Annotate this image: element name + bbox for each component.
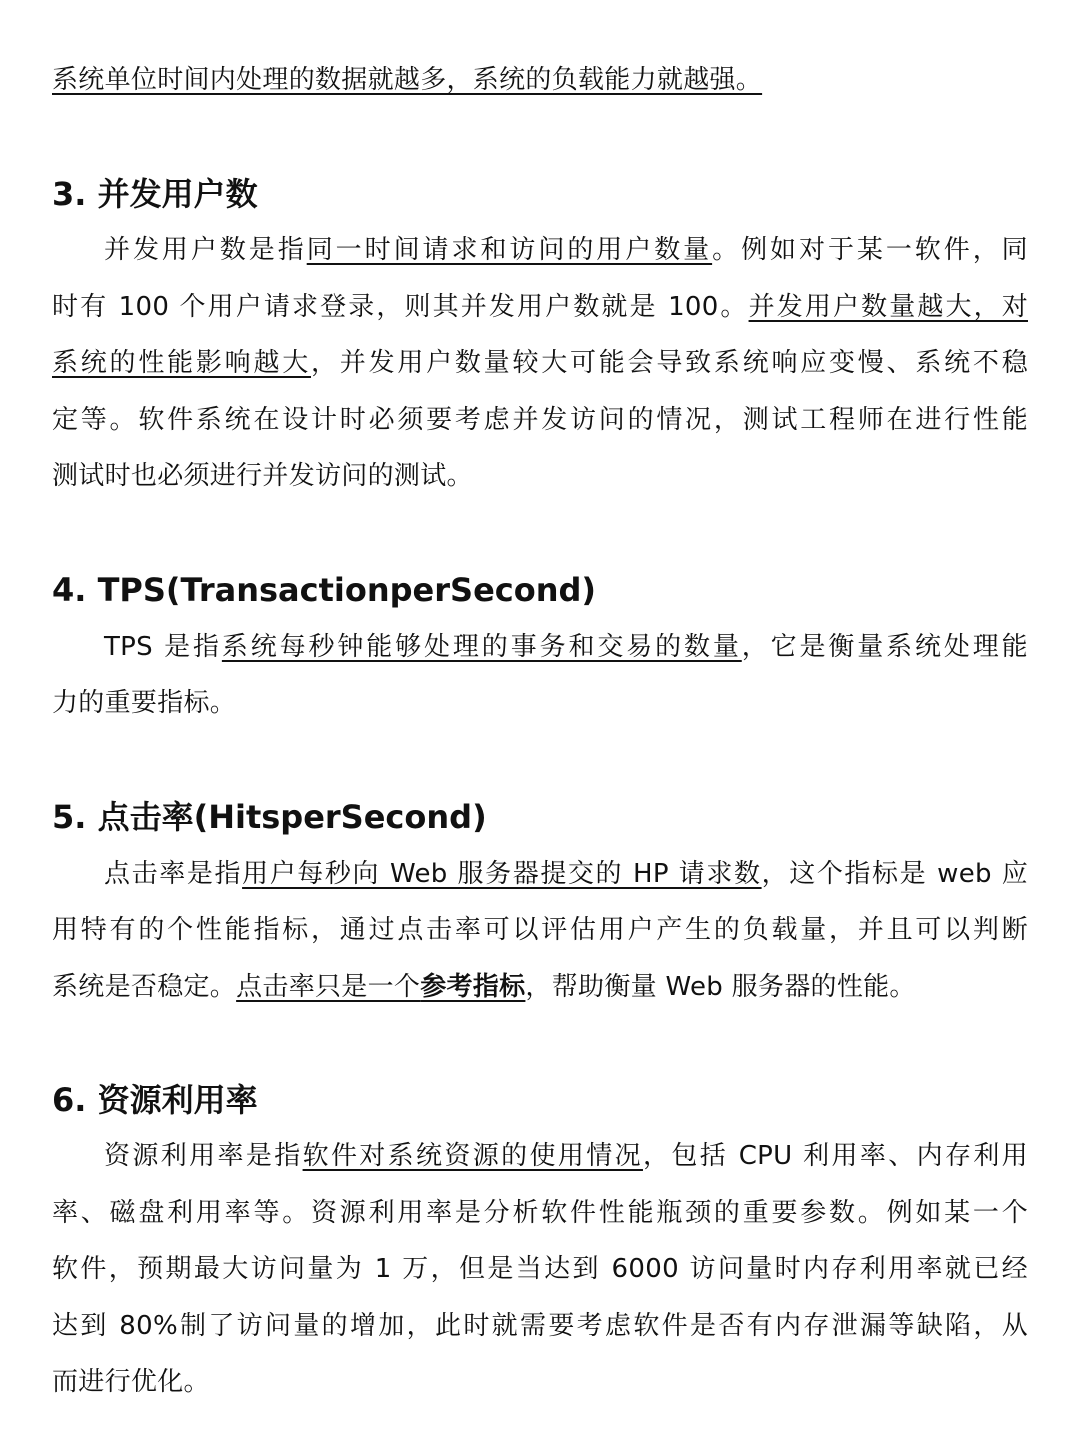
section-5-line-1 bbox=[104, 857, 1028, 891]
text-span: ，包括 CPU 利用率、内存利用 bbox=[642, 1141, 1028, 1171]
text-span: ，它是衡量系统处理能 bbox=[741, 632, 1028, 662]
underlined-text: 点击率只是一个 bbox=[236, 972, 421, 1002]
section-3-line-3 bbox=[52, 346, 1028, 380]
section-3-line-4: 定等。软件系统在设计时必须要考虑并发访问的情况，测试工程师在进行性能 bbox=[52, 405, 1028, 435]
section-4-line-1 bbox=[104, 630, 1028, 664]
underlined-text: 系统每秒钟能够处理的事务和交易的数量 bbox=[221, 632, 742, 662]
bold-underlined-text: 参考指标 bbox=[420, 972, 526, 1002]
section-6-line-4: 达到 80%制了访问量的增加，此时就需要考虑软件是否有内存泄漏等缺陷，从 bbox=[52, 1311, 1028, 1341]
text-span: 资源利用率是指 bbox=[104, 1141, 303, 1171]
section-6-line-5: 而进行优化。 bbox=[52, 1367, 210, 1397]
text-span: 点击率是指 bbox=[104, 859, 243, 889]
underlined-text: 用户每秒向 Web 服务器提交的 HP 请求数 bbox=[242, 859, 762, 889]
text-span: 。例如对于某一软件，同 bbox=[712, 235, 1028, 265]
text-span: ，这个指标是 web 应 bbox=[761, 859, 1028, 889]
text-span: 系统是否稳定。 bbox=[52, 972, 237, 1002]
underlined-text: 软件对系统资源的使用情况 bbox=[302, 1141, 643, 1171]
text-span: ，并发用户数量较大可能会导致系统响应变慢、系统不稳 bbox=[311, 348, 1028, 378]
section-6-heading: 6. 资源利用率 bbox=[52, 1081, 258, 1119]
underlined-text: 系统单位时间内处理的数据就越多，系统的负载能力就越强。 bbox=[52, 65, 763, 95]
text-span: 时有 100 个用户请求登录，则其并发用户数就是 100。 bbox=[52, 292, 749, 322]
section-6-line-3: 软件，预期最大访问量为 1 万，但是当达到 6000 访问量时内存利用率就已经 bbox=[52, 1254, 1028, 1284]
section-3-heading: 3. 并发用户数 bbox=[52, 175, 258, 213]
underlined-text: 系统的性能影响越大 bbox=[52, 348, 312, 378]
underlined-text: 并发用户数量越大，对 bbox=[748, 292, 1028, 322]
section-5-line-3 bbox=[52, 970, 1028, 1004]
text-span: TPS 是指 bbox=[104, 632, 222, 662]
intro-line bbox=[52, 63, 1028, 97]
section-6-line-2: 率、磁盘利用率等。资源利用率是分析软件性能瓶颈的重要参数。例如某一个 bbox=[52, 1198, 1028, 1228]
section-6-line-1 bbox=[104, 1139, 1028, 1173]
section-4-heading: 4. TPS(TransactionperSecond) bbox=[52, 571, 597, 609]
section-3-line-5: 测试时也必须进行并发访问的测试。 bbox=[52, 461, 473, 491]
section-3-line-2 bbox=[52, 290, 1028, 324]
underlined-text: 同一时间请求和访问的用户数量 bbox=[306, 235, 713, 265]
section-4-line-2: 力的重要指标。 bbox=[52, 688, 237, 718]
text-span: ，帮助衡量 Web 服务器的性能。 bbox=[525, 972, 916, 1002]
text-span: 并发用户数是指 bbox=[104, 235, 307, 265]
section-3-line-1 bbox=[104, 233, 1028, 267]
section-5-line-2: 用特有的个性能指标，通过点击率可以评估用户产生的负载量，并且可以判断 bbox=[52, 915, 1028, 945]
section-5-heading: 5. 点击率(HitsperSecond) bbox=[52, 798, 487, 836]
